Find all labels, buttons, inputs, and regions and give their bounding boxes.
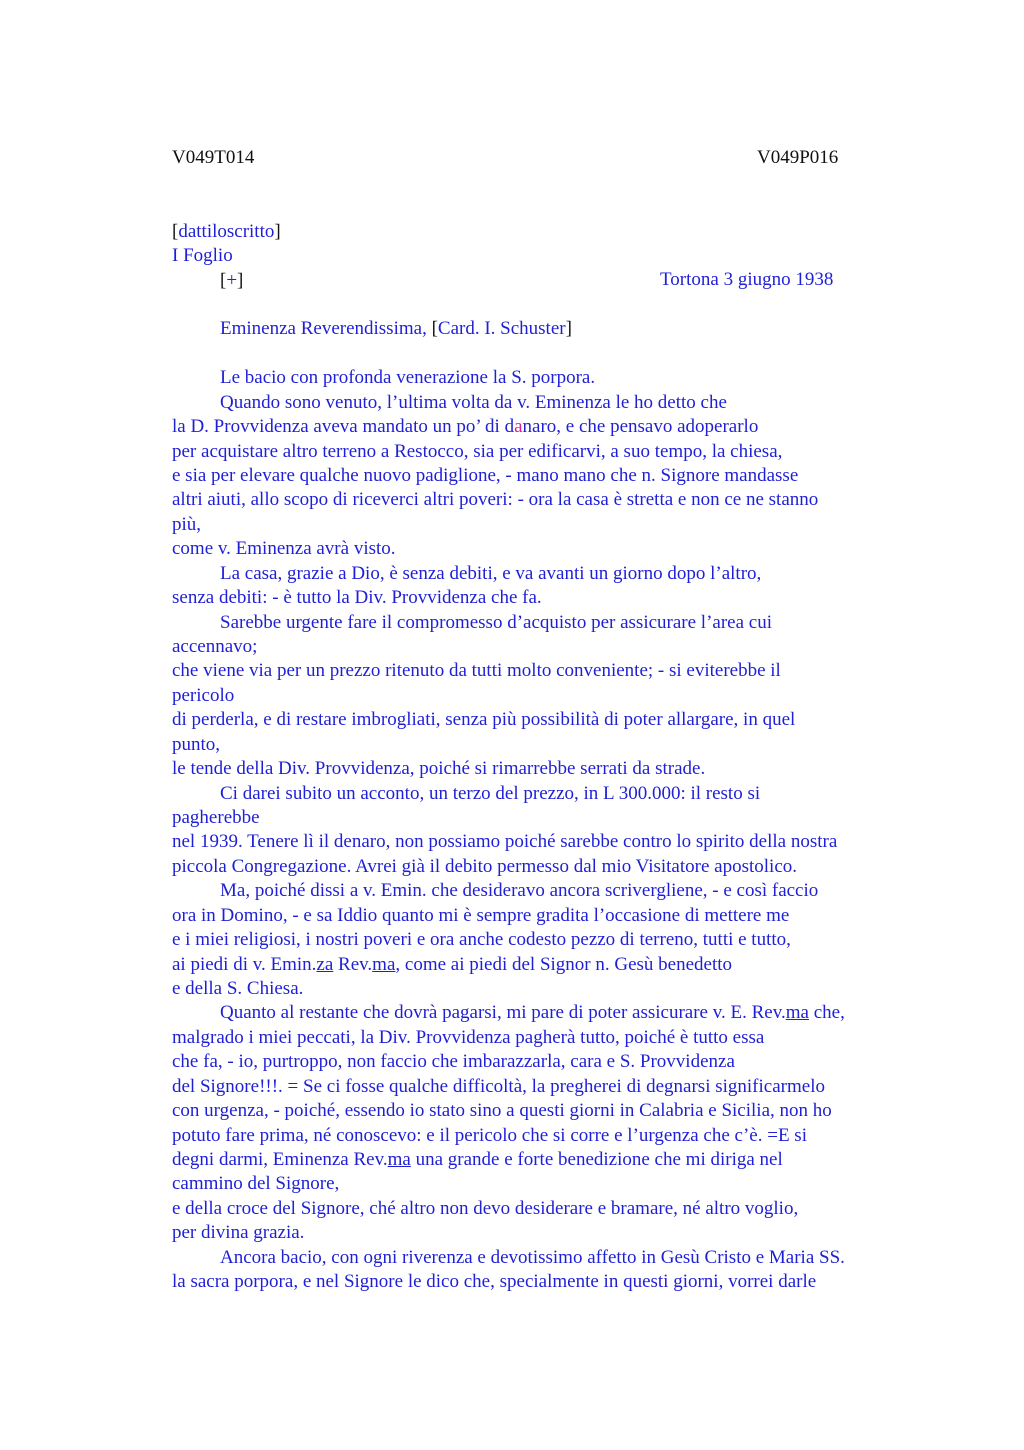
- body-line: pericolo: [172, 685, 235, 706]
- body-line: che viene via per un prezzo ritenuto da tutti molto conveniente; - si eviterebbe il: [172, 660, 781, 681]
- bracket-open: [: [172, 221, 179, 242]
- body-line: punto,: [172, 734, 221, 755]
- body-line: di perderla, e di restare imbrogliati, senza più possibilità di poter allargare, in quel: [172, 709, 796, 730]
- body-line: e della croce del Signore, ché altro non devo desiderare e bramare, né altro voglio,: [172, 1198, 799, 1219]
- body-line: potuto fare prima, né conoscevo: e il pericolo che si corre e l’urgenza che c’è. =E si: [172, 1125, 807, 1146]
- text-span: una grande e forte benedizione che mi diriga nel: [410, 1149, 783, 1170]
- superscript-abbrev: ma: [785, 1002, 809, 1023]
- place-date: Tortona 3 giugno 1938: [660, 269, 834, 290]
- body-line: le tende della Div. Provvidenza, poiché si rimarrebbe serrati da strade.: [172, 758, 706, 779]
- salutation: [220, 317, 572, 341]
- text-span: , come ai piedi del Signor n. Gesù benedetto: [395, 954, 733, 975]
- text-span: Rev.: [333, 954, 373, 975]
- body-line: pagherebbe: [172, 807, 260, 828]
- addressee: Card. I. Schuster: [437, 318, 566, 339]
- body-line: più,: [172, 514, 202, 535]
- body-line: [172, 953, 732, 977]
- body-line: La casa, grazie a Dio, è senza debiti, e va avanti un giorno dopo l’altro,: [220, 563, 762, 584]
- bracket-open: [: [220, 270, 227, 291]
- body-line: piccola Congregazione. Avrei già il debito permesso dal mio Visitatore apostolico.: [172, 856, 797, 877]
- body-line: senza debiti: - è tutto la Div. Provvidenza che fa.: [172, 587, 542, 608]
- text-span: ai piedi di v. Emin.: [172, 954, 317, 975]
- cross-mark: [220, 269, 243, 293]
- body-line: e sia per elevare qualche nuovo padiglione, - mano mano che n. Signore mandasse: [172, 465, 799, 486]
- body-line: ora in Domino, - e sa Iddio quanto mi è sempre gradita l’occasione di mettere me: [172, 905, 790, 926]
- body-line: Ma, poiché dissi a v. Emin. che desideravo ancora scrivergliene, - e così faccio: [220, 880, 819, 901]
- sheet-label: I Foglio: [172, 245, 233, 266]
- body-line: malgrado i miei peccati, la Div. Provvidenza pagherà tutto, poiché è tutto essa: [172, 1027, 765, 1048]
- note-text: dattiloscritto: [178, 221, 275, 242]
- text-span: degni darmi, Eminenza Rev.: [172, 1149, 388, 1170]
- body-line: per divina grazia.: [172, 1222, 305, 1243]
- text-span: naro, e che pensavo adoperarlo: [522, 416, 759, 437]
- body-line: [220, 1001, 845, 1025]
- bracket-open: [: [431, 318, 438, 339]
- salutation-text: Eminenza Reverendissima,: [220, 318, 432, 339]
- superscript-abbrev: ma: [372, 954, 396, 975]
- body-line: Quando sono venuto, l’ultima volta da v. Eminenza le ho detto che: [220, 392, 727, 413]
- cross-text: +: [226, 270, 238, 291]
- body-line: accennavo;: [172, 636, 258, 657]
- header-right-code: V049P016: [757, 147, 839, 168]
- body-line: con urgenza, - poiché, essendo io stato sino a questi giorni in Calabria e Sicilia, non ho: [172, 1100, 832, 1121]
- header-left-code: V049T014: [172, 147, 255, 168]
- highlighted-letter: a: [514, 416, 523, 437]
- body-line: cammino del Signore,: [172, 1173, 340, 1194]
- body-line: la sacra porpora, e nel Signore le dico che, specialmente in questi giorni, vorrei darle: [172, 1271, 817, 1292]
- body-line: Ci darei subito un acconto, un terzo del prezzo, in L 300.000: il resto si: [220, 783, 761, 804]
- body-line: [172, 415, 758, 439]
- bracket-close: ]: [565, 318, 572, 339]
- text-span: la D. Provvidenza aveva mandato un po’ di d: [172, 416, 515, 437]
- text-span: che,: [808, 1002, 845, 1023]
- body-line: [172, 1148, 783, 1172]
- body-line: per acquistare altro terreno a Restocco, sia per edificarvi, a suo tempo, la chiesa,: [172, 441, 783, 462]
- body-line: e i miei religiosi, i nostri poveri e ora anche codesto pezzo di terreno, tutti e tutto,: [172, 929, 791, 950]
- typescript-note: [172, 220, 281, 244]
- bracket-close: ]: [274, 221, 281, 242]
- body-line: Ancora bacio, con ogni riverenza e devotissimo affetto in Gesù Cristo e Maria SS.: [220, 1247, 845, 1268]
- body-line: del Signore!!!. = Se ci fosse qualche difficoltà, la pregherei di degnarsi significarmelo: [172, 1076, 825, 1097]
- body-line: altri aiuti, allo scopo di riceverci altri poveri: - ora la casa è stretta e non ce ne stanno: [172, 489, 819, 510]
- body-line: nel 1939. Tenere lì il denaro, non possiamo poiché sarebbe contro lo spirito della nostra: [172, 831, 838, 852]
- superscript-abbrev: za: [316, 954, 334, 975]
- body-line: Le bacio con profonda venerazione la S. porpora.: [220, 367, 596, 388]
- body-line: Sarebbe urgente fare il compromesso d’acquisto per assicurare l’area cui: [220, 612, 772, 633]
- body-line: e della S. Chiesa.: [172, 978, 304, 999]
- bracket-close: ]: [237, 270, 244, 291]
- body-line: che fa, - io, purtroppo, non faccio che imbarazzarla, cara e S. Provvidenza: [172, 1051, 735, 1072]
- body-line: come v. Eminenza avrà visto.: [172, 538, 396, 559]
- superscript-abbrev: ma: [387, 1149, 411, 1170]
- text-span: Quanto al restante che dovrà pagarsi, mi pare di poter assicurare v. E. Rev.: [220, 1002, 786, 1023]
